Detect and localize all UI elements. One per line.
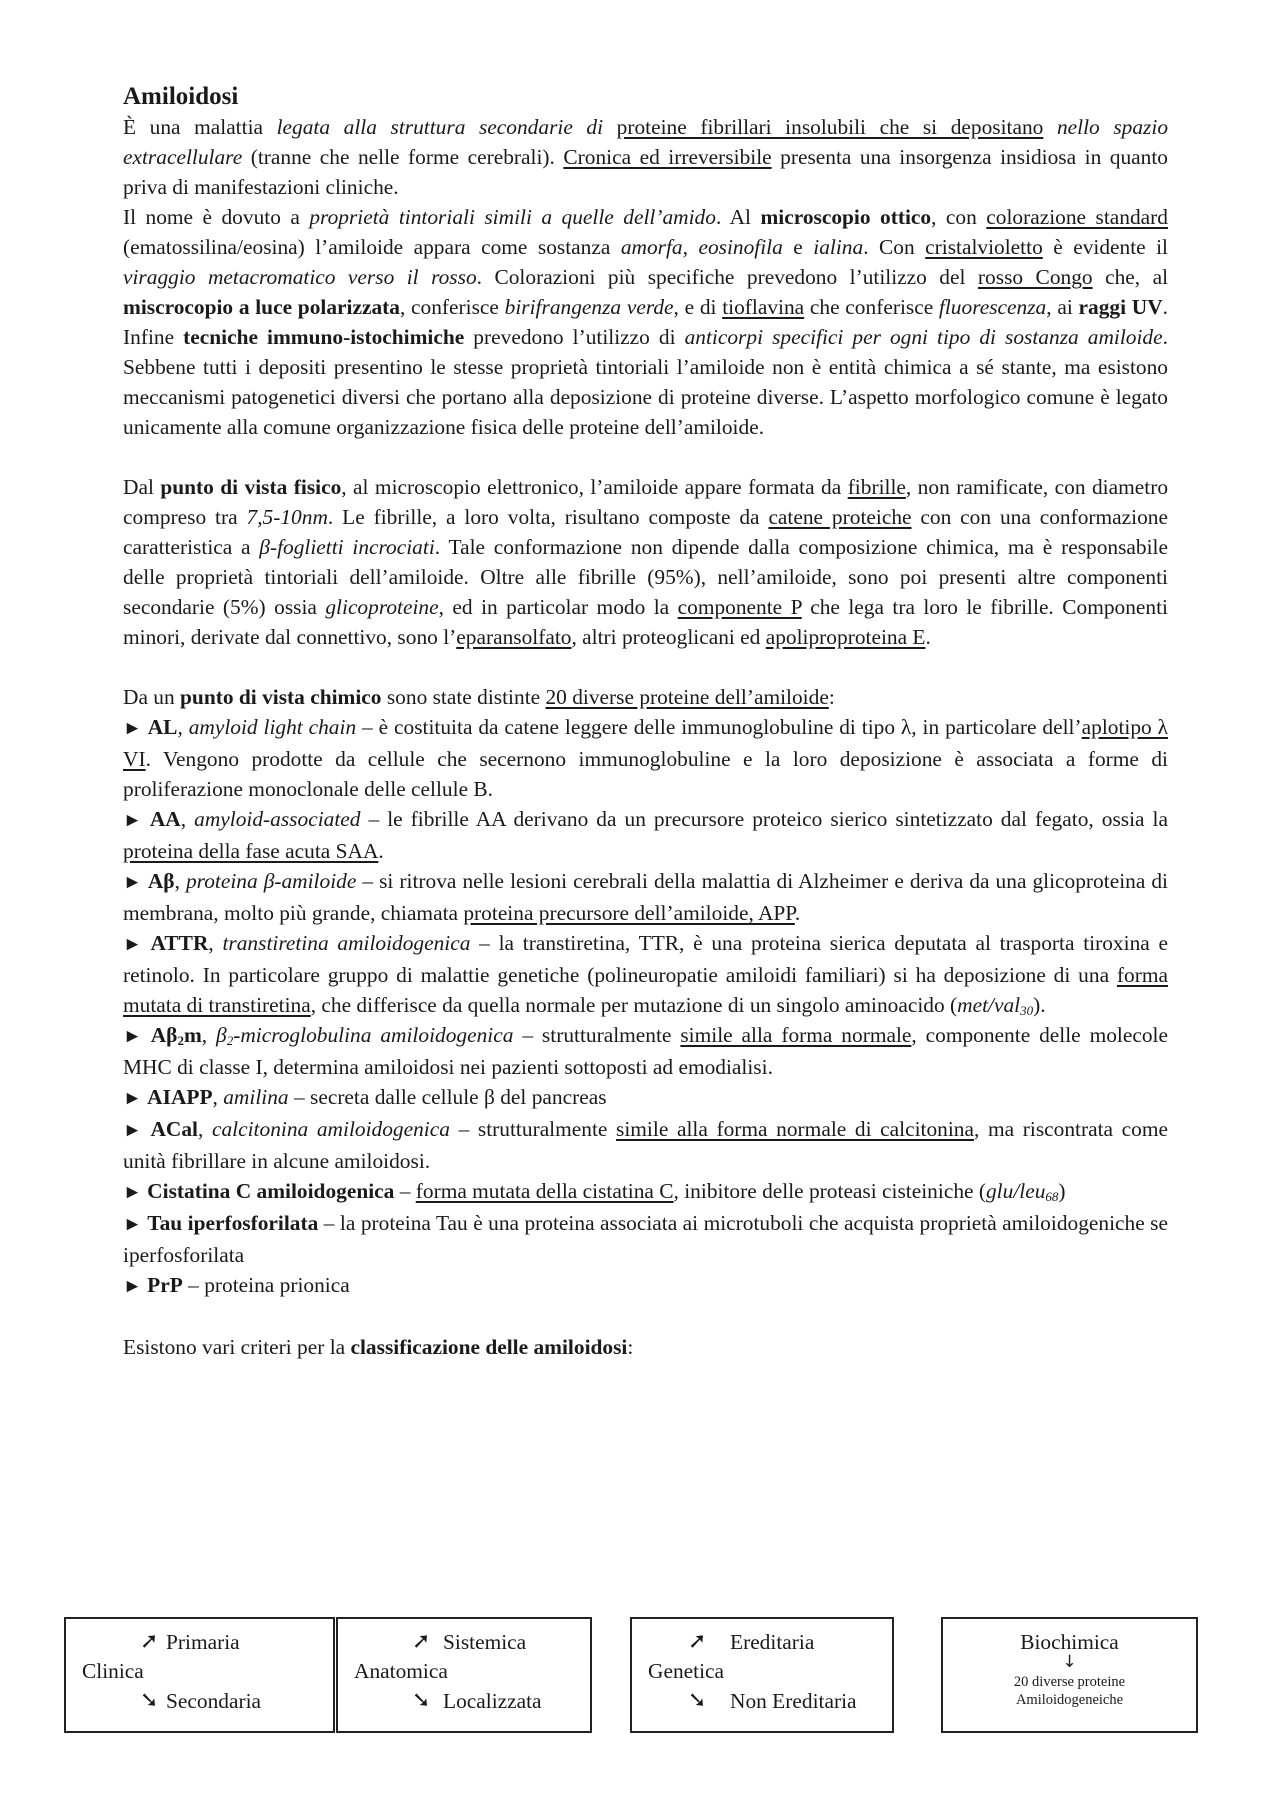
paragraph-physical bbox=[123, 472, 1168, 652]
text-italic: -microglobulina amiloidogenica bbox=[233, 1023, 514, 1047]
spacer bbox=[123, 1302, 1168, 1332]
list-item-acal bbox=[123, 1114, 1168, 1176]
text: – proteina prionica bbox=[182, 1273, 350, 1297]
text: – è costituita da catene leggere delle immunoglobuline di tipo λ, in particolare dell’ bbox=[356, 715, 1082, 739]
text: , bbox=[682, 235, 699, 259]
text: Esistono vari criteri per la bbox=[123, 1335, 351, 1359]
box-up-label: Sistemica bbox=[443, 1630, 527, 1654]
text: . Infine bbox=[123, 295, 1168, 349]
text-bold: punto di vista chimico bbox=[180, 685, 382, 709]
text-bold: AL bbox=[147, 715, 178, 739]
text: . bbox=[378, 839, 384, 863]
text-bold: punto di vista fisico bbox=[160, 475, 342, 499]
text: ). bbox=[1033, 993, 1046, 1017]
box-down-label: Secondaria bbox=[166, 1689, 262, 1713]
spacer bbox=[123, 442, 1168, 472]
text-bold: Aβ bbox=[150, 1023, 178, 1047]
text: ) bbox=[1058, 1179, 1066, 1203]
text: . Vengono prodotte da cellule che secernono immunoglobuline e la loro deposizione è associata a forme di proliferazione monoclonale delle cellule B. bbox=[123, 747, 1168, 801]
text: , ai bbox=[1046, 295, 1079, 319]
text: , bbox=[208, 931, 223, 955]
text-underline: aplotipo λ VI bbox=[123, 715, 1168, 771]
text-italic: calcitonina amiloidogenica bbox=[211, 1117, 450, 1141]
subscript: 30 bbox=[1020, 1003, 1034, 1018]
text: . bbox=[794, 901, 801, 925]
box-up-label: Primaria bbox=[166, 1630, 240, 1654]
text: , ed in particolar modo la bbox=[438, 595, 678, 619]
text-bold: microscopio ottico bbox=[760, 205, 932, 229]
bullet-icon: ► bbox=[123, 872, 142, 893]
text-italic: anticorpi specifici per ogni tipo di sostanza amiloide bbox=[684, 325, 1163, 349]
text-underline: simile alla forma normale bbox=[680, 1023, 912, 1047]
bullet-icon: ► bbox=[123, 934, 142, 955]
text-underline: proteina della fase acuta SAA bbox=[123, 839, 379, 863]
text-underline: catene proteiche bbox=[768, 505, 912, 529]
list-item-ab2m bbox=[123, 1020, 1168, 1082]
text-italic: eosinofila bbox=[698, 235, 783, 259]
text-italic: fluorescenza bbox=[938, 295, 1047, 319]
text: è evidente il bbox=[1042, 235, 1169, 259]
box-clinica bbox=[64, 1617, 335, 1733]
text-italic: legata alla struttura secondarie di bbox=[276, 115, 604, 139]
text: – strutturalmente bbox=[449, 1117, 617, 1141]
arrow-up-right-icon: ➚ bbox=[140, 1629, 159, 1654]
text-italic: proprietà tintoriali simili a quelle dell’amido bbox=[309, 205, 716, 229]
box-down-label: Non Ereditaria bbox=[730, 1689, 857, 1713]
text-italic: transtiretina amiloidogenica bbox=[222, 931, 471, 955]
text-underline: simile alla forma normale di calcitonina bbox=[616, 1117, 974, 1141]
text-bold: classificazione delle amiloidosi bbox=[350, 1335, 628, 1359]
text-italic: amyloid light chain bbox=[188, 715, 357, 739]
text: Il nome è dovuto a bbox=[123, 205, 310, 229]
list-item-attr bbox=[123, 928, 1168, 1020]
box-detail-line: 20 diverse proteine bbox=[1013, 1674, 1126, 1690]
text: che, al bbox=[1092, 265, 1169, 289]
box-biochimica bbox=[941, 1617, 1198, 1733]
box-detail-line: Amiloidogeneiche bbox=[1015, 1692, 1124, 1708]
bullet-icon: ► bbox=[123, 1276, 142, 1297]
text: Da un bbox=[123, 685, 181, 709]
subscript: 68 bbox=[1045, 1189, 1059, 1204]
text-underline: eparansolfato bbox=[456, 625, 572, 649]
text-bold: tecniche immuno-istochimiche bbox=[183, 325, 465, 349]
text: . Al bbox=[715, 205, 761, 229]
text-underline: proteina precursore dell’amiloide, APP bbox=[463, 901, 795, 925]
subscript: 2 bbox=[177, 1033, 184, 1048]
text: prevedono l’utilizzo di bbox=[464, 325, 685, 349]
text-bold: PrP bbox=[147, 1273, 183, 1297]
text-bold: ACal bbox=[150, 1117, 198, 1141]
text-underline: componente P bbox=[677, 595, 802, 619]
text: , con bbox=[931, 205, 987, 229]
text: – secreta dalle cellule β del pancreas bbox=[288, 1085, 607, 1109]
list-item-prp bbox=[123, 1270, 1168, 1302]
list-item-aa bbox=[123, 804, 1168, 866]
text: , conferisce bbox=[399, 295, 505, 319]
text-underline: proteine fibrillari insolubili che si depositano bbox=[616, 115, 1044, 139]
text: , componente delle molecole MHC di classe I, determina amiloidosi nei pazienti sottoposti ad emodialisi. bbox=[123, 1023, 1168, 1079]
arrow-down-right-icon: ➘ bbox=[688, 1688, 707, 1713]
text bbox=[1043, 115, 1057, 139]
paragraph-classification bbox=[123, 1332, 1168, 1362]
text: , bbox=[180, 807, 195, 831]
text: . Con bbox=[863, 235, 926, 259]
text: presenta una insorgenza insidiosa in quanto priva di manifestazioni cliniche. bbox=[123, 145, 1168, 199]
text: (ematossilina/eosina) l’amiloide appara come sostanza bbox=[123, 235, 621, 259]
text-underline: cristalvioletto bbox=[925, 235, 1043, 259]
text: È una malattia bbox=[123, 115, 277, 139]
text-italic: glu/leu bbox=[985, 1179, 1046, 1203]
text: , inibitore delle proteasi cisteiniche ( bbox=[673, 1179, 986, 1203]
page-title: Amiloidosi bbox=[123, 83, 239, 110]
text-italic: β-foglietti incrociati bbox=[259, 535, 435, 559]
text-bold: Cistatina C amiloidogenica bbox=[147, 1179, 395, 1203]
box-down-label: Localizzata bbox=[443, 1689, 542, 1713]
document-body bbox=[123, 82, 1168, 1362]
text: che conferisce bbox=[804, 295, 939, 319]
text: . Colorazioni più specifiche prevedono l’utilizzo del bbox=[476, 265, 978, 289]
bullet-icon: ► bbox=[123, 1120, 142, 1141]
bullet-icon: ► bbox=[123, 1088, 142, 1109]
text-bold: ATTR bbox=[150, 931, 209, 955]
text-bold: AA bbox=[149, 807, 181, 831]
text-italic: ialina bbox=[813, 235, 864, 259]
text-italic: viraggio metacromatico verso il rosso bbox=[123, 265, 477, 289]
arrow-up-right-icon: ➚ bbox=[688, 1629, 707, 1654]
bullet-icon: ► bbox=[123, 1214, 142, 1235]
text: – bbox=[394, 1179, 416, 1203]
arrow-up-right-icon: ➚ bbox=[412, 1629, 431, 1654]
text-italic: glicoproteine bbox=[325, 595, 439, 619]
text: , al microscopio elettronico, l’amiloide appare formata da bbox=[341, 475, 848, 499]
text-underline: colorazione standard bbox=[986, 205, 1168, 229]
list-item-tau bbox=[123, 1208, 1168, 1270]
text-bold: m bbox=[183, 1023, 202, 1047]
text-underline: forma mutata di transtiretina bbox=[123, 963, 1168, 1017]
arrow-down-right-icon: ➘ bbox=[412, 1688, 431, 1713]
text-underline: apoliproproteina E bbox=[765, 625, 926, 649]
classification-boxes bbox=[64, 1617, 1200, 1735]
box-main-label: Genetica bbox=[648, 1659, 725, 1683]
text-underline: 20 diverse proteine dell’amiloide bbox=[545, 685, 829, 709]
text-bold: Aβ bbox=[147, 869, 175, 893]
text-underline: rosso Congo bbox=[977, 265, 1093, 289]
paragraph-chemical bbox=[123, 682, 1168, 712]
bullet-icon: ► bbox=[123, 1182, 142, 1203]
text-underline: fibrille bbox=[847, 475, 906, 499]
list-item-aiapp bbox=[123, 1082, 1168, 1114]
text: , e di bbox=[673, 295, 723, 319]
text: : bbox=[828, 685, 835, 709]
text: , bbox=[212, 1085, 224, 1109]
text: che lega tra loro le fibrille. Componenti minori, derivate dal connettivo, sono l’ bbox=[123, 595, 1169, 649]
text: . Sebbene tutti i depositi presentino le stesse proprietà tintoriali l’amiloide non è entità chimica a sé stante, ma esistono meccanismi patogenetici diversi che portano alla deposizione di proteine diverse. L’aspetto morfologico comune è legato unicamente alla comune organizzazione fisica delle proteine dell’amiloide. bbox=[123, 325, 1168, 439]
paragraph-staining bbox=[123, 202, 1168, 442]
text-italic: met/val bbox=[957, 993, 1021, 1017]
box-main-label: Biochimica bbox=[1020, 1630, 1119, 1654]
text: Dal bbox=[123, 475, 161, 499]
text: : bbox=[627, 1335, 634, 1359]
text: , altri proteoglicani ed bbox=[571, 625, 766, 649]
text-underline: Cronica ed irreversibile bbox=[563, 145, 772, 169]
text-bold: raggi UV bbox=[1078, 295, 1163, 319]
text-bold: miscrocopio a luce polarizzata bbox=[123, 295, 400, 319]
text-bold: Tau iperfosforilata bbox=[147, 1211, 319, 1235]
text-italic: amyloid-associated bbox=[194, 807, 361, 831]
text: – le fibrille AA derivano da un precursore proteico sierico sintetizzato dal fegato, ossia la bbox=[360, 807, 1168, 831]
text: con con una conformazione caratteristica a bbox=[123, 505, 1168, 559]
text: . bbox=[925, 625, 931, 649]
text-underline: forma mutata della cistatina C bbox=[415, 1179, 674, 1203]
bullet-icon: ► bbox=[123, 810, 142, 831]
text: – si ritrova nelle lesioni cerebrali della malattia di Alzheimer e deriva da una glicoproteina di membrana, molto più grande, chiamata bbox=[123, 869, 1168, 925]
text: , bbox=[201, 1023, 217, 1047]
arrow-down-icon: ↓ bbox=[1062, 1652, 1077, 1672]
text-bold: AIAPP bbox=[147, 1085, 213, 1109]
text: . Le fibrille, a loro volta, risultano composte da bbox=[327, 505, 769, 529]
arrow-down-right-icon: ➘ bbox=[140, 1688, 159, 1713]
text-italic: proteina β-amiloide bbox=[185, 869, 357, 893]
subscript: 2 bbox=[226, 1033, 234, 1048]
text: , che differisce da quella normale per mutazione di un singolo aminoacido ( bbox=[310, 993, 958, 1017]
text: , bbox=[174, 869, 186, 893]
text: , bbox=[198, 1117, 212, 1141]
list-item-abeta bbox=[123, 866, 1168, 928]
text-italic: 7,5-10nm bbox=[246, 505, 328, 529]
text: , ma riscontrata come unità fibrillare in alcune amiloidosi. bbox=[123, 1117, 1168, 1173]
text bbox=[603, 115, 617, 139]
text: . Tale conformazione non dipende dalla composizione chimica, ma è responsabile delle proprietà tintoriali dell’amiloide. Oltre alle fibrille (95%), nell’amiloide, sono poi presenti altre componenti secondarie (5%) ossia bbox=[123, 535, 1168, 619]
text: sono state distinte bbox=[381, 685, 546, 709]
box-anatomica bbox=[336, 1617, 592, 1733]
spacer bbox=[123, 652, 1168, 682]
text: e bbox=[782, 235, 814, 259]
text: – la transtiretina, TTR, è una proteina sierica deputata al trasporta tiroxina e retinolo. In particolare gruppo di malattie genetiche (polineuropatie amiloidi familiari) si ha deposizione di una bbox=[123, 931, 1168, 987]
box-up-label: Ereditaria bbox=[730, 1630, 815, 1654]
list-item-cistatina bbox=[123, 1176, 1168, 1208]
text: – la proteina Tau è una proteina associata ai microtuboli che acquista proprietà amiloidogeniche se iperfosforilata bbox=[123, 1211, 1169, 1267]
paragraph-intro bbox=[123, 112, 1168, 202]
text: , non ramificate, con diametro compreso tra bbox=[123, 475, 1169, 529]
bullet-icon: ► bbox=[123, 718, 142, 739]
list-item-al bbox=[123, 712, 1168, 804]
text-italic: nello spazio extracellulare bbox=[123, 115, 1169, 169]
text: – strutturalmente bbox=[513, 1023, 681, 1047]
text-underline: tioflavina bbox=[722, 295, 805, 319]
text-italic: birifrangenza verde bbox=[504, 295, 674, 319]
text-italic: amorfa bbox=[620, 235, 683, 259]
text-italic: β bbox=[216, 1023, 227, 1047]
box-main-label: Clinica bbox=[82, 1659, 144, 1683]
text-italic: amilina bbox=[223, 1085, 289, 1109]
text: , bbox=[177, 715, 189, 739]
text: (tranne che nelle forme cerebrali). bbox=[242, 145, 564, 169]
box-genetica bbox=[630, 1617, 894, 1733]
bullet-icon: ► bbox=[123, 1026, 142, 1047]
box-main-label: Anatomica bbox=[354, 1659, 448, 1683]
